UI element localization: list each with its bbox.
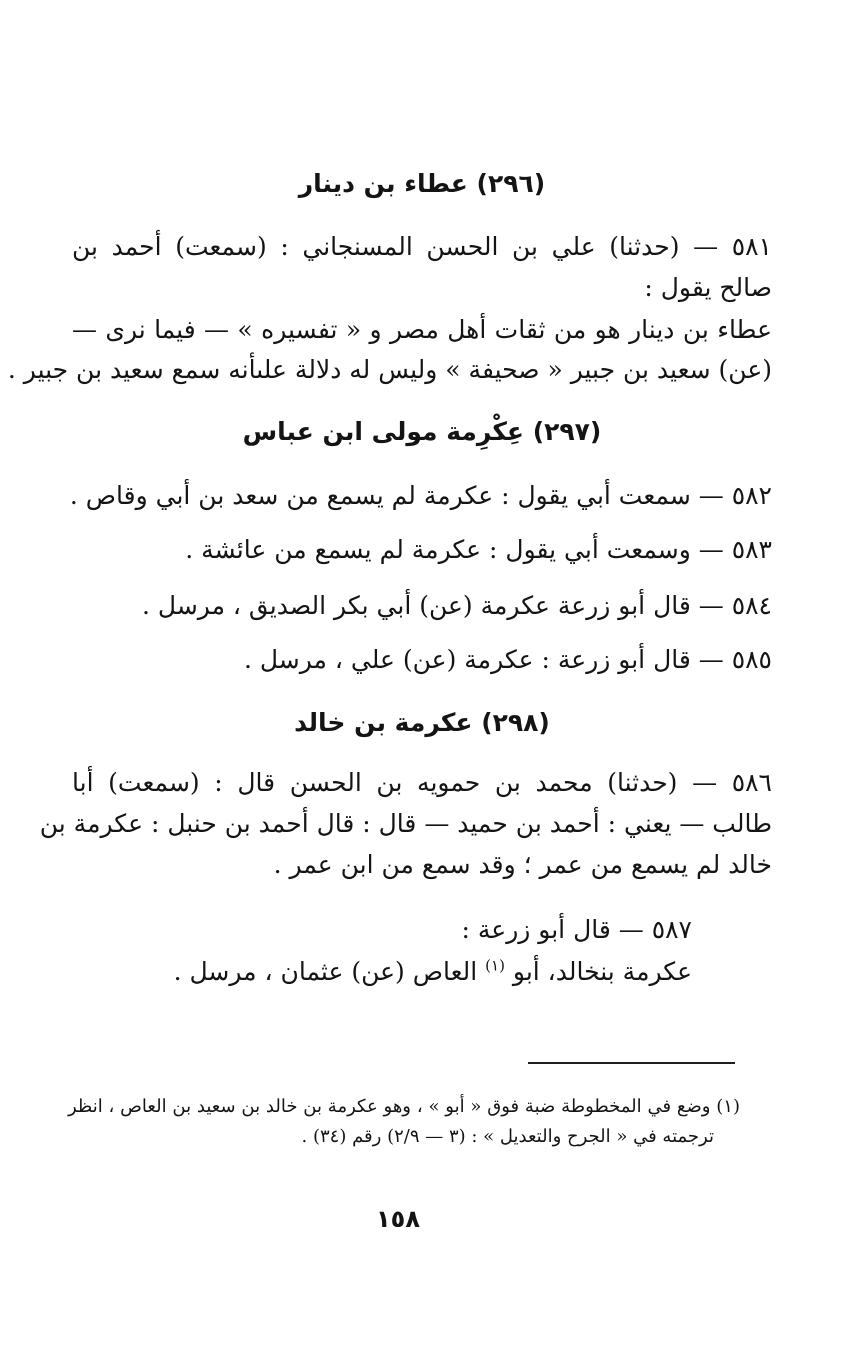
entry-581-line-3: عطاء بن دينار هو من ثقات أهل مصر و « تفسيره » — فيما نرى — — [72, 315, 772, 344]
footnote-line-2: ترجمته في « الجرح والتعديل » : (٣ — ٢/٩) رقم (٣٤) . — [301, 1126, 714, 1147]
section-heading-298: (٢٩٨) عكرمة بن خالد — [294, 708, 550, 737]
entry-581-line-1: ٥٨١ — (حدثنا) علي بن الحسن المسنجاني : (سمعت) أحمد بن — [72, 232, 772, 261]
footnote-separator — [528, 1062, 735, 1064]
entry-586-line-3: خالد لم يسمع من عمر ؛ وقد سمع من ابن عمر . — [273, 850, 772, 879]
entry-586-line-1: ٥٨٦ — (حدثنا) محمد بن حمويه بن الحسن قال : (سمعت) أبا — [72, 768, 772, 797]
entry-587-text-a: عكرمة بنخالد، أبو — [512, 957, 692, 986]
entry-586-line-2: طالب — يعني : أحمد بن حميد — قال : قال أحمد بن حنبل : عكرمة بن — [39, 809, 772, 838]
entry-581-line-4: (عن) سعيد بن جبير « صحيفة » وليس له دلالة علىأنه سمع سعيد بن جبير . — [7, 355, 772, 384]
entry-582: ٥٨٢ — سمعت أبي يقول : عكرمة لم يسمع من سعد بن أبي وقاص . — [69, 481, 772, 510]
footnote-line-1: (١) وضع في المخطوطة ضبة فوق « أبو » ، وهو عكرمة بن خالد بن سعيد بن العاص ، انظر — [68, 1096, 740, 1117]
section-heading-297: (٢٩٧) عِكْرِمة مولى ابن عباس — [242, 417, 602, 446]
entry-587-text-b: العاص (عن) عثمان ، مرسل . — [173, 957, 478, 986]
entry-581-line-2: صالح يقول : — [644, 273, 772, 302]
entry-587-line-2 — [72, 954, 692, 990]
entry-584: ٥٨٤ — قال أبو زرعة عكرمة (عن) أبي بكر الصديق ، مرسل . — [142, 591, 772, 620]
entry-587-line-1: ٥٨٧ — قال أبو زرعة : — [461, 915, 692, 944]
footnote-reference-1: (١) — [485, 956, 505, 975]
entry-583: ٥٨٣ — وسمعت أبي يقول : عكرمة لم يسمع من عائشة . — [185, 535, 772, 564]
section-heading-296: (٢٩٦) عطاء بن دينار — [298, 169, 546, 198]
entry-585: ٥٨٥ — قال أبو زرعة : عكرمة (عن) علي ، مرسل . — [243, 645, 772, 674]
page-number: ١٥٨ — [376, 1205, 420, 1233]
